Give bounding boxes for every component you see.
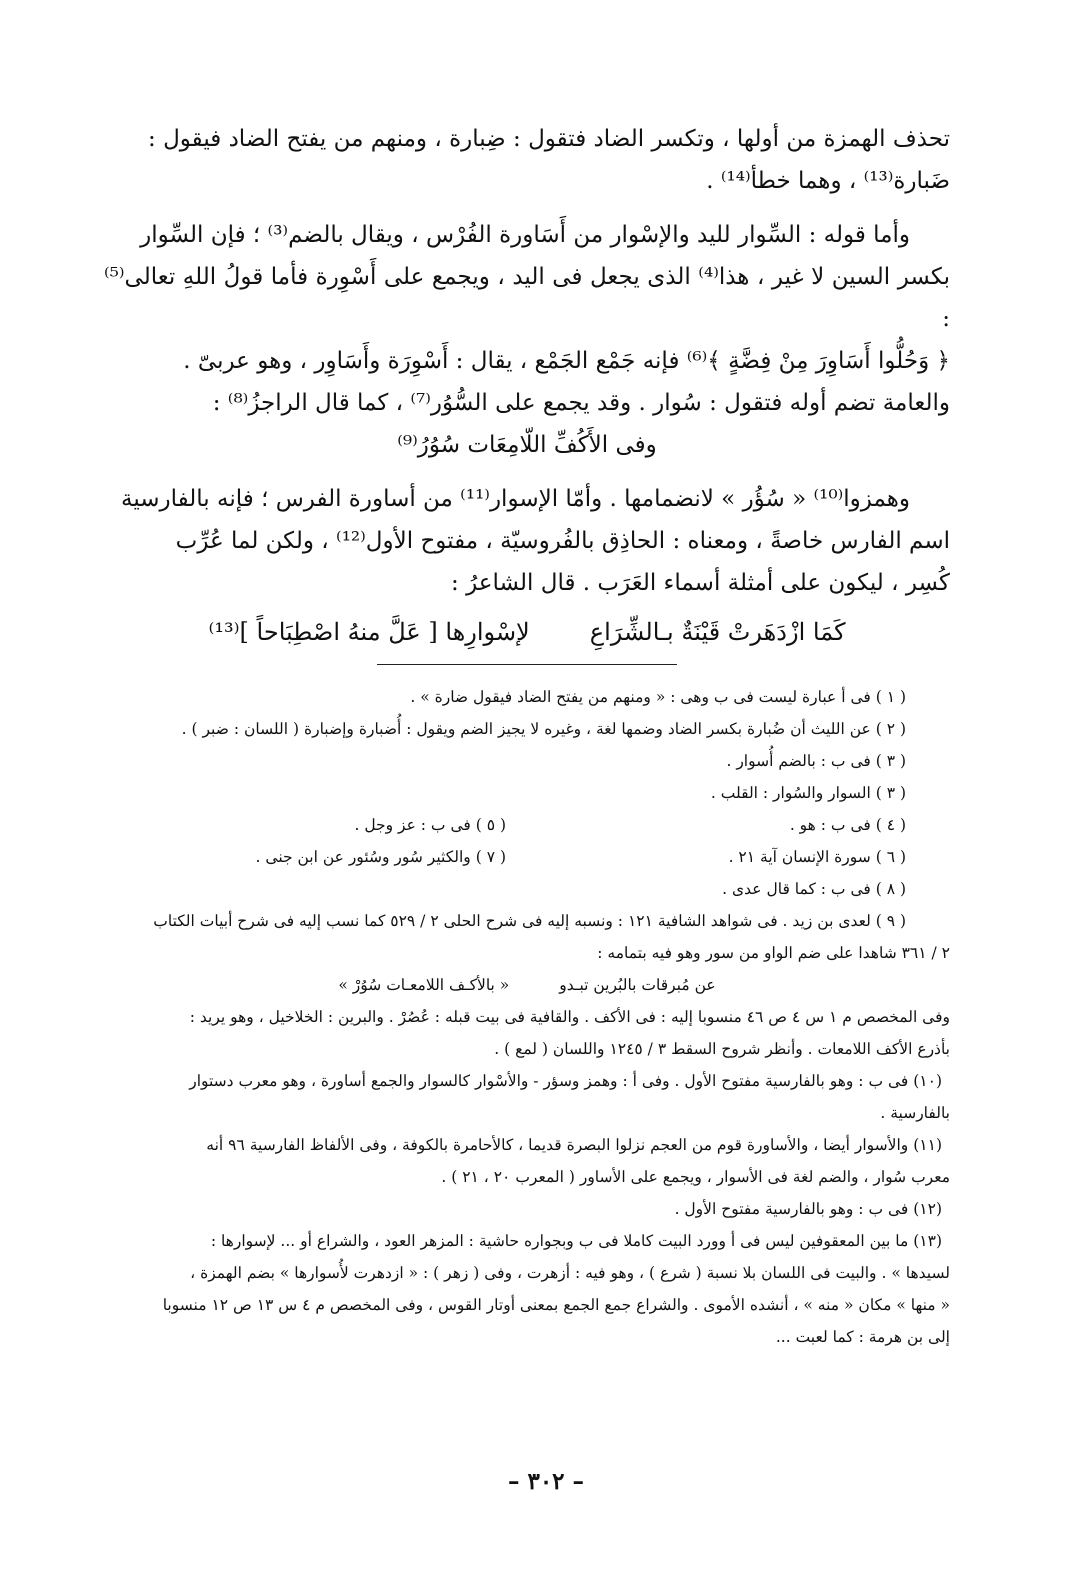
body-line: كُسِر ، ليكون على أمثلة أسماء العَرَب . قال الشاعرُ :	[451, 570, 950, 596]
footnote-13-line: إلى بن هرمة : كما لعبت ...	[775, 1328, 950, 1346]
footnote-4: ( ٤ ) فى ب : هو .	[789, 816, 906, 834]
body-line: ﴿ وَحُلُّوا أَسَاوِرَ مِنْ فِضَّةٍ ﴾⁽⁶⁾ فإنه جَمْع الجَمْع ، يقال : أَسْوِرَة وأَسَاوِر ، وهو عربىّ .	[183, 348, 950, 374]
footnote-3a: ( ٣ ) فى ب : بالضم أُسوار .	[726, 752, 906, 770]
footnote-11-line: (١١) والأسوار أيضا ، والأساورة قوم من العجم نزلوا البصرة قديما ، كالأحامرة بالكوفة ، وفى الألفاظ الفارسية ٩٦ أنه	[206, 1136, 942, 1154]
footnote-9-verse-left: « بالأكـف اللامعـات سُوُرْ »	[338, 976, 510, 994]
body-line: اسم الفارس خاصةً ، ومعناه : الحاذِق بالفُروسيّة ، مفتوح الأول⁽¹²⁾ ، ولكن لما عُرِّب	[175, 528, 950, 554]
footnotes	[104, 681, 950, 1353]
footnote-1: ( ١ ) فى أ عبارة ليست فى ب وهى : « ومنهم من يفتح الضاد فيقول ضارة » .	[410, 688, 906, 706]
footnote-6: ( ٦ ) سورة الإنسان آية ٢١ .	[728, 848, 906, 866]
footnote-13-line: « منها » مكان « منه » ، أنشده الأموى . والشراع جمع الجمع بمعنى أوتار القوس ، وفى المخصص م ٤ س ١٣ ص ١٢ منسوبا	[162, 1296, 950, 1314]
footnote-divider	[377, 664, 677, 665]
body-line: ضَبارة⁽¹³⁾ ، وهما خطأ⁽¹⁴⁾ .	[706, 168, 950, 194]
poem-verse	[104, 610, 950, 654]
footnote-11-line: معرب سُوار ، والضم لغة فى الأسوار ، ويجمع على الأساور ( المعرب ٢٠ ، ٢١ ) .	[441, 1168, 950, 1186]
main-text	[104, 118, 950, 654]
footnote-9-line: وفى المخصص م ١ س ٤ ص ٤٦ منسوبا إليه : فى الأكف . والقافية فى بيت قبله : عُصُرْ . والبرين : الخلاخيل ، وهو يريد :	[189, 1008, 950, 1026]
page	[104, 118, 950, 1353]
poem-hemistich-right: كَمَا ازْدَهَرتْ قَيْنَةٌ بـالشِّرَاعِ	[589, 618, 846, 646]
footnote-3b: ( ٣ ) السوار والسُوار : القلب .	[710, 784, 906, 802]
footnote-9-verse	[104, 969, 950, 1001]
body-line: وهمزوا⁽¹⁰⁾ « سُؤُر » لانضمامها . وأمّا الإسوار⁽¹¹⁾ من أساورة الفرس ؛ فإنه بالفارسية	[121, 486, 910, 512]
footnote-9-line: ٢ / ٣٦١ شاهدا على ضم الواو من سور وهو فيه بتمامه :	[597, 944, 950, 962]
footnote-8: ( ٨ ) فى ب : كما قال عدى .	[722, 880, 906, 898]
verse-line: وفى الأَكُفِّ اللّامِعَات سُوُرُ⁽⁹⁾	[397, 432, 657, 458]
body-line: وأما قوله : السِّوار لليد والإسْوار من أَسَاورة الفُرْس ، ويقال بالضم⁽³⁾ ؛ فإن السِّوار	[140, 222, 910, 248]
footnote-13-line: (١٣) ما بين المعقوفين ليس فى أ وورد البيت كاملا فى ب وبجواره حاشية : المزهر العود ، والشراع أو ... لإسوارها :	[210, 1232, 942, 1250]
footnote-13-line: لسيدها » . والبيت فى اللسان بلا نسبة ( شرع ) ، وهو فيه : أزهرت ، وفى ( زهر ) : « ازدهرت لأُسوارها » بضم الهمزة ،	[190, 1264, 950, 1282]
footnote-5: ( ٥ ) فى ب : عز وجل .	[354, 816, 506, 834]
body-line: بكسر السين لا غير ، هذا⁽⁴⁾ الذى يجعل فى اليد ، ويجمع على أَسْوِرة فأما قولُ اللهِ تعالى⁽⁵⁾ :	[104, 264, 951, 332]
footnote-pair	[104, 809, 950, 841]
footnote-7: ( ٧ ) والكثير سُور وسُئور عن ابن جنى .	[255, 848, 506, 866]
footnote-12: (١٢) فى ب : وهو بالفارسية مفتوح الأول .	[674, 1200, 942, 1218]
body-line: والعامة تضم أوله فتقول : سُوار . وقد يجمع على السُّوُر⁽⁷⁾ ، كما قال الراجزُ⁽⁸⁾ :	[212, 390, 950, 416]
page-number: – ٣٠٢ –	[507, 1468, 585, 1495]
footnote-10-line: (١٠) فى ب : وهو بالفارسية مفتوح الأول . وفى أ : وهمز وسؤر - والأسْوار كالسوار والجمع أساورة ، وهو معرب دستوار	[189, 1072, 942, 1090]
footnote-10-line: بالفارسية .	[880, 1104, 950, 1122]
footnote-2: ( ٢ ) عن الليث أن ضُبارة بكسر الضاد وضمها لغة ، وغيره لا يجيز الضم ويقول : أُضبارة وإضبارة ( اللسان : ضبر ) .	[181, 720, 906, 738]
footnote-9-verse-right: عن مُبرقات بالبُرين تبـدو	[559, 976, 716, 994]
footnote-pair	[104, 841, 950, 873]
poem-hemistich-left: لإسْوارِها [ عَلَّ منهُ اصْطِبَاحاً ]⁽¹³⁾	[208, 618, 530, 646]
footnote-9-line: بأذرع الأكف اللامعات . وأنظر شروح السقط ٣ / ١٢٤٥ واللسان ( لمع ) .	[494, 1040, 950, 1058]
body-line: تحذف الهمزة من أولها ، وتكسر الضاد فتقول : ضِبارة ، ومنهم من يفتح الضاد فيقول :	[148, 126, 950, 152]
footnote-9-line: ( ٩ ) لعدى بن زيد . فى شواهد الشافية ١٢١ : ونسبه إليه فى شرح الحلى ٢ / ٥٢٩ كما نسب إليه فى شرح أبيات الكتاب	[153, 912, 906, 930]
